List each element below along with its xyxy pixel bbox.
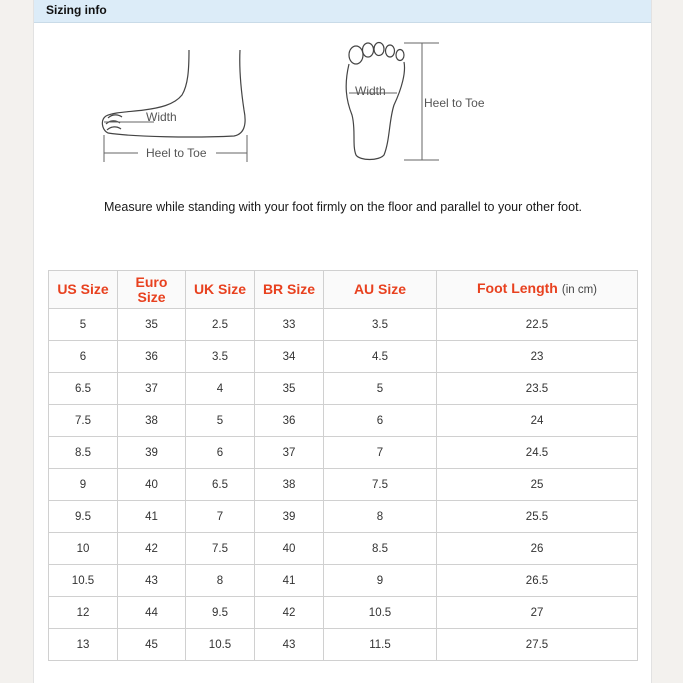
table-row <box>49 437 638 469</box>
table-row <box>49 501 638 533</box>
cell-euro: 35 <box>118 309 186 341</box>
cell-us: 9 <box>49 469 118 501</box>
cell-euro: 41 <box>118 501 186 533</box>
cell-br: 37 <box>255 437 324 469</box>
cell-foot-length: 27 <box>437 597 638 629</box>
header-bar <box>34 0 651 23</box>
side-width-label: Width <box>146 110 177 124</box>
sole-width-label: Width <box>355 84 386 98</box>
cell-au: 7 <box>324 437 437 469</box>
cell-foot-length: 27.5 <box>437 629 638 661</box>
cell-br: 38 <box>255 469 324 501</box>
size-table-body <box>49 309 638 661</box>
cell-euro: 39 <box>118 437 186 469</box>
cell-foot-length: 22.5 <box>437 309 638 341</box>
sizing-panel <box>33 0 652 683</box>
cell-foot-length: 23.5 <box>437 373 638 405</box>
cell-us: 6.5 <box>49 373 118 405</box>
cell-euro: 42 <box>118 533 186 565</box>
table-row <box>49 373 638 405</box>
cell-foot-length: 24 <box>437 405 638 437</box>
cell-us: 10.5 <box>49 565 118 597</box>
cell-br: 36 <box>255 405 324 437</box>
cell-br: 34 <box>255 341 324 373</box>
cell-foot-length: 25.5 <box>437 501 638 533</box>
cell-au: 11.5 <box>324 629 437 661</box>
cell-euro: 37 <box>118 373 186 405</box>
table-row <box>49 629 638 661</box>
col-header-uk: UK Size <box>186 271 255 309</box>
measurement-caption: Measure while standing with your foot firmly on the floor and parallel to your other foot. <box>104 200 583 214</box>
cell-euro: 44 <box>118 597 186 629</box>
cell-uk: 4 <box>186 373 255 405</box>
cell-au: 6 <box>324 405 437 437</box>
cell-uk: 9.5 <box>186 597 255 629</box>
cell-foot-length: 25 <box>437 469 638 501</box>
cell-euro: 38 <box>118 405 186 437</box>
table-row <box>49 341 638 373</box>
cell-euro: 45 <box>118 629 186 661</box>
cell-us: 13 <box>49 629 118 661</box>
col-header-euro-text: Euro Size <box>135 273 168 305</box>
col-header-us: US Size <box>49 271 118 309</box>
cell-br: 41 <box>255 565 324 597</box>
cell-uk: 3.5 <box>186 341 255 373</box>
table-row <box>49 309 638 341</box>
col-header-unit: (in cm) <box>561 284 597 296</box>
table-row <box>49 597 638 629</box>
cell-uk: 10.5 <box>186 629 255 661</box>
cell-uk: 7 <box>186 501 255 533</box>
cell-euro: 43 <box>118 565 186 597</box>
cell-uk: 7.5 <box>186 533 255 565</box>
side-length-label: Heel to Toe <box>146 146 207 160</box>
table-row <box>49 533 638 565</box>
cell-us: 5 <box>49 309 118 341</box>
cell-foot-length: 23 <box>437 341 638 373</box>
cell-foot-length: 26 <box>437 533 638 565</box>
table-row <box>49 565 638 597</box>
table-header-row <box>49 271 638 309</box>
cell-us: 10 <box>49 533 118 565</box>
cell-au: 5 <box>324 373 437 405</box>
cell-br: 43 <box>255 629 324 661</box>
col-header-foot-length-text: Foot Length <box>476 280 558 296</box>
cell-uk: 8 <box>186 565 255 597</box>
size-chart-table <box>48 270 638 661</box>
cell-au: 3.5 <box>324 309 437 341</box>
col-header-au: AU Size <box>324 271 437 309</box>
table-row <box>49 405 638 437</box>
col-header-br: BR Size <box>255 271 324 309</box>
cell-foot-length: 26.5 <box>437 565 638 597</box>
cell-foot-length: 24.5 <box>437 437 638 469</box>
cell-euro: 36 <box>118 341 186 373</box>
cell-us: 7.5 <box>49 405 118 437</box>
sole-length-label: Heel to Toe <box>424 96 485 110</box>
cell-br: 40 <box>255 533 324 565</box>
cell-au: 8 <box>324 501 437 533</box>
cell-uk: 6 <box>186 437 255 469</box>
cell-us: 9.5 <box>49 501 118 533</box>
header-title: Sizing info <box>46 3 107 17</box>
col-header-foot-length <box>437 271 638 309</box>
cell-uk: 6.5 <box>186 469 255 501</box>
cell-uk: 5 <box>186 405 255 437</box>
cell-au: 7.5 <box>324 469 437 501</box>
cell-us: 6 <box>49 341 118 373</box>
cell-br: 35 <box>255 373 324 405</box>
cell-us: 8.5 <box>49 437 118 469</box>
cell-br: 42 <box>255 597 324 629</box>
measurement-diagram <box>34 30 651 240</box>
cell-uk: 2.5 <box>186 309 255 341</box>
cell-au: 8.5 <box>324 533 437 565</box>
cell-au: 10.5 <box>324 597 437 629</box>
cell-au: 9 <box>324 565 437 597</box>
cell-us: 12 <box>49 597 118 629</box>
sole-foot-icon <box>346 43 404 160</box>
foot-diagram-svg <box>34 30 651 190</box>
cell-au: 4.5 <box>324 341 437 373</box>
col-header-euro <box>118 271 186 309</box>
table-row <box>49 469 638 501</box>
cell-br: 39 <box>255 501 324 533</box>
cell-br: 33 <box>255 309 324 341</box>
cell-euro: 40 <box>118 469 186 501</box>
